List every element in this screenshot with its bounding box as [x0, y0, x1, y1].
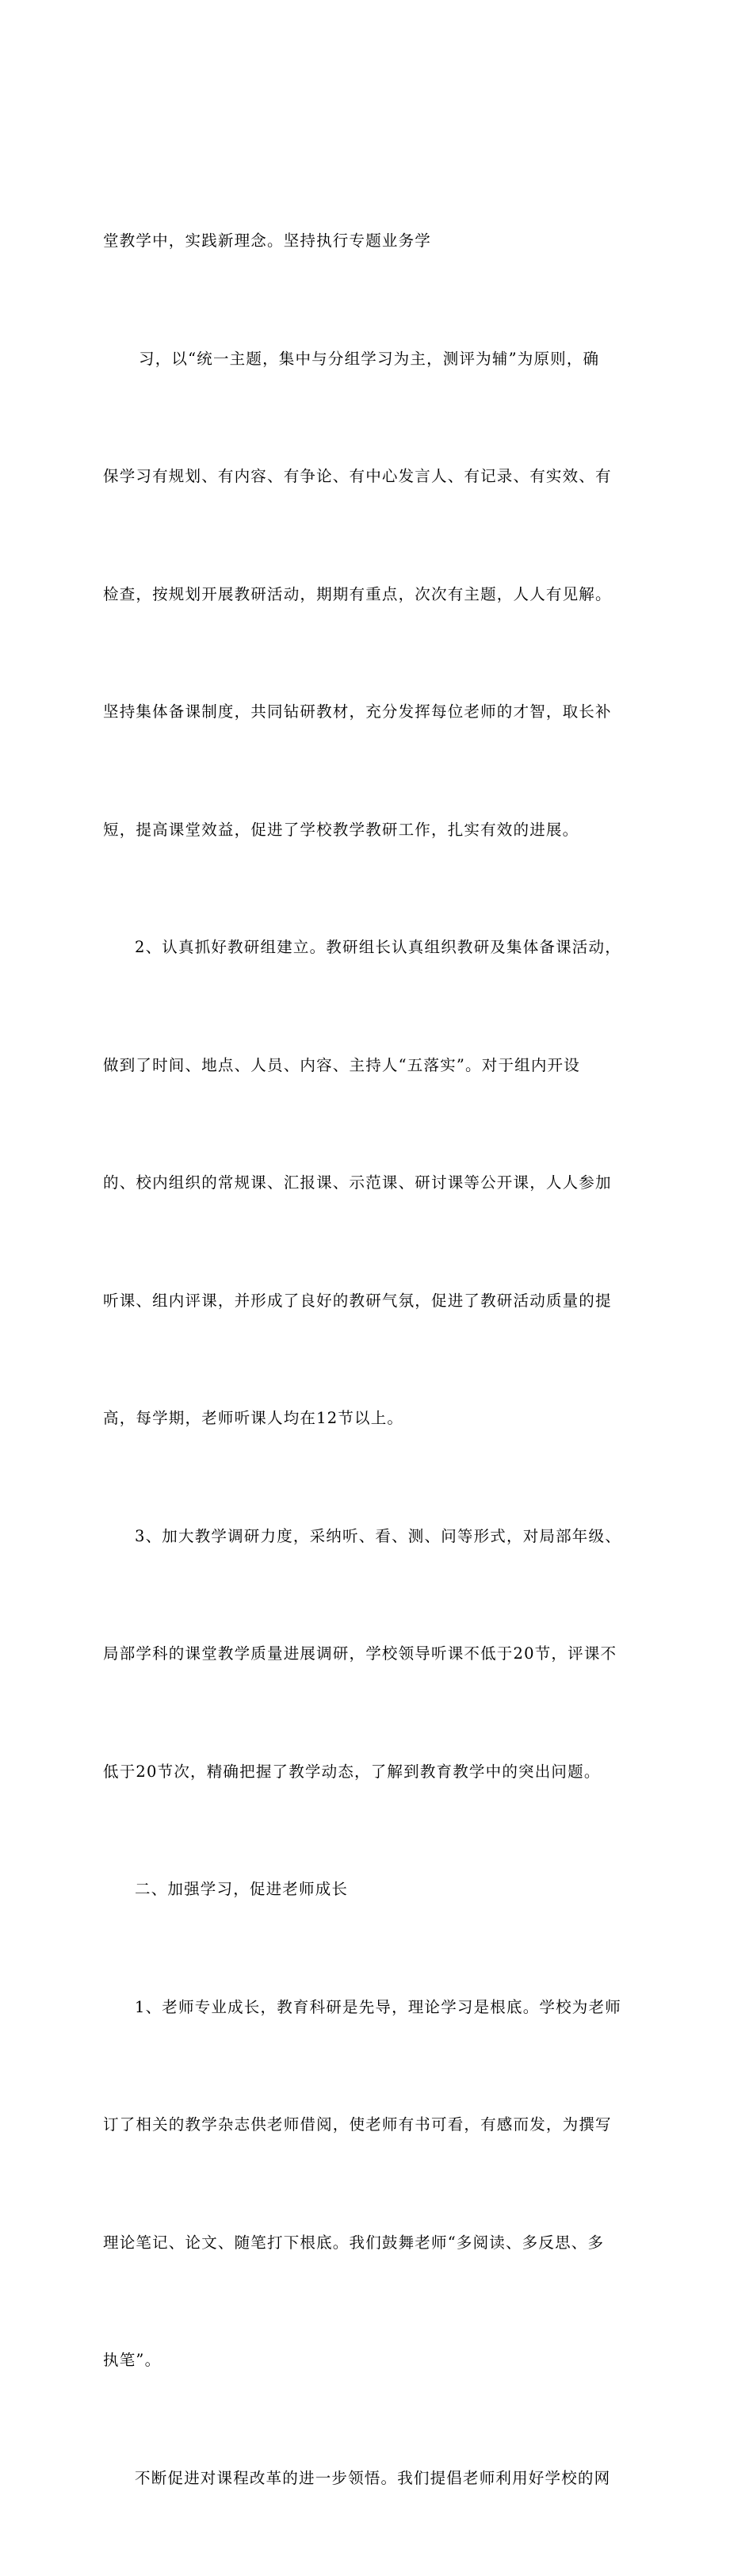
text-line: 的、校内组织的常规课、汇报课、示范课、研讨课等公开课，人人参加 — [103, 1173, 612, 1192]
text-line: 理论笔记、论文、随笔打下根底。我们鼓舞老师“多阅读、多反思、多 — [103, 2233, 605, 2252]
text-line: 3、加大教学调研力度，采纳听、看、测、问等形式，对局部年级、 — [135, 1526, 621, 1545]
text-line: 堂教学中，实践新理念。坚持执行专题业务学 — [103, 232, 432, 250]
text-line: 保学习有规划、有内容、有争论、有中心发言人、有记录、有实效、有 — [103, 467, 612, 485]
text-line: 听课、组内评课，并形成了良好的教研气氛，促进了教研活动质量的提 — [103, 1291, 612, 1310]
text-line: 1、老师专业成长，教育科研是先导，理论学习是根底。学校为老师 — [135, 1997, 621, 2016]
text-line: 低于20节次，精确把握了教学动态，了解到教育教学中的突出问题。 — [103, 1762, 601, 1781]
text-line: 做到了时间、地点、人员、内容、主持人“五落实”。对于组内开设 — [103, 1055, 580, 1074]
text-line: 坚持集体备课制度，共同钻研教材，充分发挥每位老师的才智，取长补 — [103, 702, 612, 721]
text-line: 检查，按规划开展教研活动，期期有重点，次次有主题，人人有见解。 — [103, 584, 612, 603]
text-line: 订了相关的教学杂志供老师借阅，使老师有书可看，有感而发，为撰写 — [103, 2115, 612, 2134]
document-body — [103, 143, 658, 2576]
text-line: 局部学科的课堂教学质量进展调研，学校领导听课不低于20节，评课不 — [103, 1644, 617, 1663]
text-line: 2、认真抓好教研组建立。教研组长认真组织教研及集体备课活动， — [135, 938, 621, 956]
text-line: 习，以“统一主题，集中与分组学习为主，测评为辅”为原则，确 — [139, 349, 600, 368]
section-heading: 二、加强学习，促进老师成长 — [135, 1880, 349, 1898]
text-line: 短，提高课堂效益，促进了学校教学教研工作，扎实有效的进展。 — [103, 820, 579, 839]
text-line: 不断促进对课程改革的进一步领悟。我们提倡老师利用好学校的网 — [135, 2468, 611, 2487]
text-line: 执笔”。 — [103, 2351, 162, 2369]
text-line: 高，每学期，老师听课人均在12节以上。 — [103, 1409, 404, 1427]
